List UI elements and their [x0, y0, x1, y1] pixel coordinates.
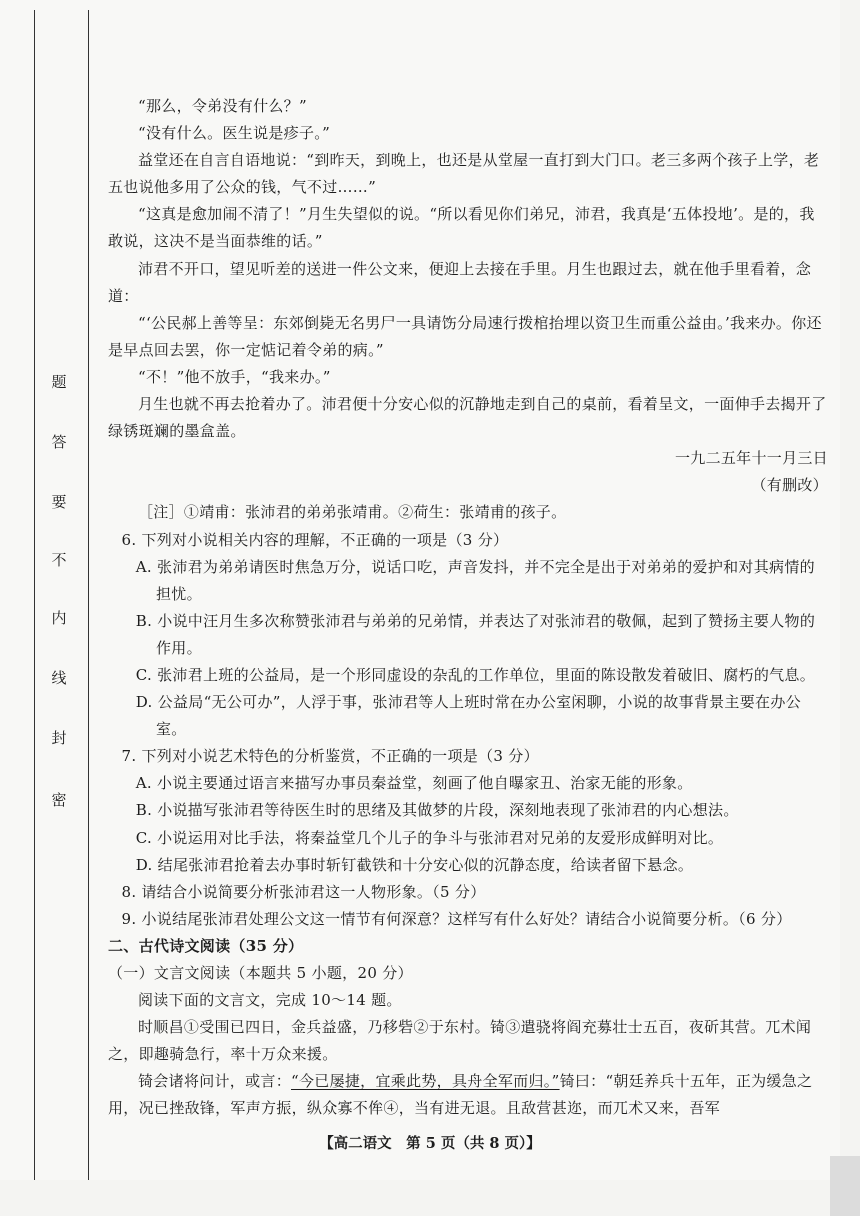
story-line: “那么，令弟没有什么？”	[138, 97, 307, 115]
question-6-option: C. 张沛君上班的公益局，是一个形同虚设的杂乱的工作单位，里面的陈设散发着破旧、腐朽的气息。	[135, 665, 816, 684]
exam-content	[108, 93, 828, 1123]
story-line: 月生也就不再去抢着办了。沛君便十分安心似的沉静地走到自己的桌前，看着呈文，一面伸手去揭开了绿锈斑斓的墨盒盖。	[108, 395, 827, 441]
story-line: “不！”他不放手，“我来办。”	[138, 367, 331, 386]
seal-char: 内	[51, 609, 67, 627]
question-9: 9. 小说结尾张沛君处理公文这一情节有何深意？这样写有什么好处？请结合小说简要分析。（6 分）	[121, 909, 792, 928]
question-7-stem: 7. 下列对小说艺术特色的分析鉴赏，不正确的一项是（3 分）	[121, 747, 539, 766]
story-date: 一九二五年十一月三日	[674, 449, 828, 468]
binding-line-inner	[88, 10, 89, 1180]
classical-text: 锜曰：“朝廷养兵十五年，正为缓急之用，况已挫敌锋，军声方振，纵众寡不侔④，当有进无退。且敌营甚迩，而兀术又来，吾军	[108, 1072, 813, 1118]
classical-paragraph-1: 时顺昌①受围已四日，金兵益盛，乃移砦②于东村。锜③遣骁将阎充募壮士五百，夜斫其营。兀术闻之，即趣骑急行，率十万众来援。	[108, 1018, 812, 1064]
section-2-subtitle: （一）文言文阅读（本题共 5 小题，20 分）	[108, 964, 413, 982]
story-line: 沛君不开口，望见听差的送进一件公文来，便迎上去接在手里。月生也跟过去，就在他手里看着，念道：	[108, 259, 812, 305]
scan-shadow	[830, 1156, 860, 1216]
story-line: “‘公民郝上善等呈：东郊倒毙无名男尸一具请饬分局速行拨棺抬埋以资卫生而重公益由。’我来办。你还是早点回去罢，你一定惦记着令弟的病。”	[108, 313, 822, 359]
question-6-option: B. 小说中汪月生多次称赞张沛君与弟弟的兄弟情，并表达了对张沛君的敬佩，起到了赞扬主要人物的作用。	[135, 611, 816, 657]
seal-char: 封	[51, 729, 67, 747]
binding-line-outer	[34, 10, 35, 1180]
classical-paragraph-2	[108, 1068, 828, 1122]
question-7-option: D. 结尾张沛君抢着去办事时斩钉截铁和十分安心似的沉静态度，给读者留下悬念。	[135, 855, 694, 874]
seal-char: 不	[51, 551, 67, 569]
story-line: “这真是愈加闹不清了！”月生失望似的说。“所以看见你们弟兄，沛君，我真是‘五体投地’。是的，我敢说，这决不是当面恭维的话。”	[108, 205, 815, 251]
seal-char: 线	[51, 669, 67, 687]
question-7-option: C. 小说运用对比手法，将秦益堂几个儿子的争斗与张沛君对兄弟的友爱形成鲜明对比。	[135, 828, 724, 847]
question-6-option: A. 张沛君为弟弟请医时焦急万分，说话口吃，声音发抖，并不完全是出于对弟弟的爱护和对其病情的担忧。	[135, 557, 815, 603]
story-source: （有删改）	[751, 476, 828, 495]
question-8: 8. 请结合小说简要分析张沛君这一人物形象。（5 分）	[121, 882, 486, 901]
seal-char: 题	[51, 373, 67, 391]
question-7-option: B. 小说描写张沛君等待医生时的思绪及其做梦的片段，深刻地表现了张沛君的内心想法。	[135, 801, 739, 820]
section-2-title: 二、古代诗文阅读（35 分）	[108, 936, 304, 955]
seal-char: 密	[51, 791, 67, 809]
classical-text: 锜会诸将问计，或言：	[138, 1072, 292, 1091]
question-6-stem: 6. 下列对小说相关内容的理解，不正确的一项是（3 分）	[121, 530, 509, 549]
question-7-option: A. 小说主要通过语言来描写办事员秦益堂，刻画了他自曝家丑、治家无能的形象。	[135, 774, 693, 793]
section-2-instruction: 阅读下面的文言文，完成 10～14 题。	[138, 991, 402, 1010]
seal-char: 答	[51, 433, 67, 451]
page-footer: 【高二语文 第 5 页（共 8 页）】	[319, 1135, 541, 1152]
story-line: “没有什么。医生说是疹子。”	[138, 124, 331, 143]
story-line: 益堂还在自言自语地说：“到昨天，到晚上，也还是从堂屋一直打到大门口。老三多两个孩子上学，老五也说他多用了公众的钱，气不过……”	[108, 151, 820, 197]
seal-char: 要	[51, 493, 67, 511]
story-note: ［注］①靖甫：张沛君的弟弟张靖甫。②荷生：张靖甫的孩子。	[138, 503, 567, 522]
question-6-option: D. 公益局“无公可办”，人浮于事，张沛君等人上班时常在办公室闲聊，小说的故事背景主要在办公室。	[135, 693, 801, 739]
underlined-sentence: “今已屡捷，宜乘此势，具舟全军而归。”	[291, 1072, 560, 1091]
